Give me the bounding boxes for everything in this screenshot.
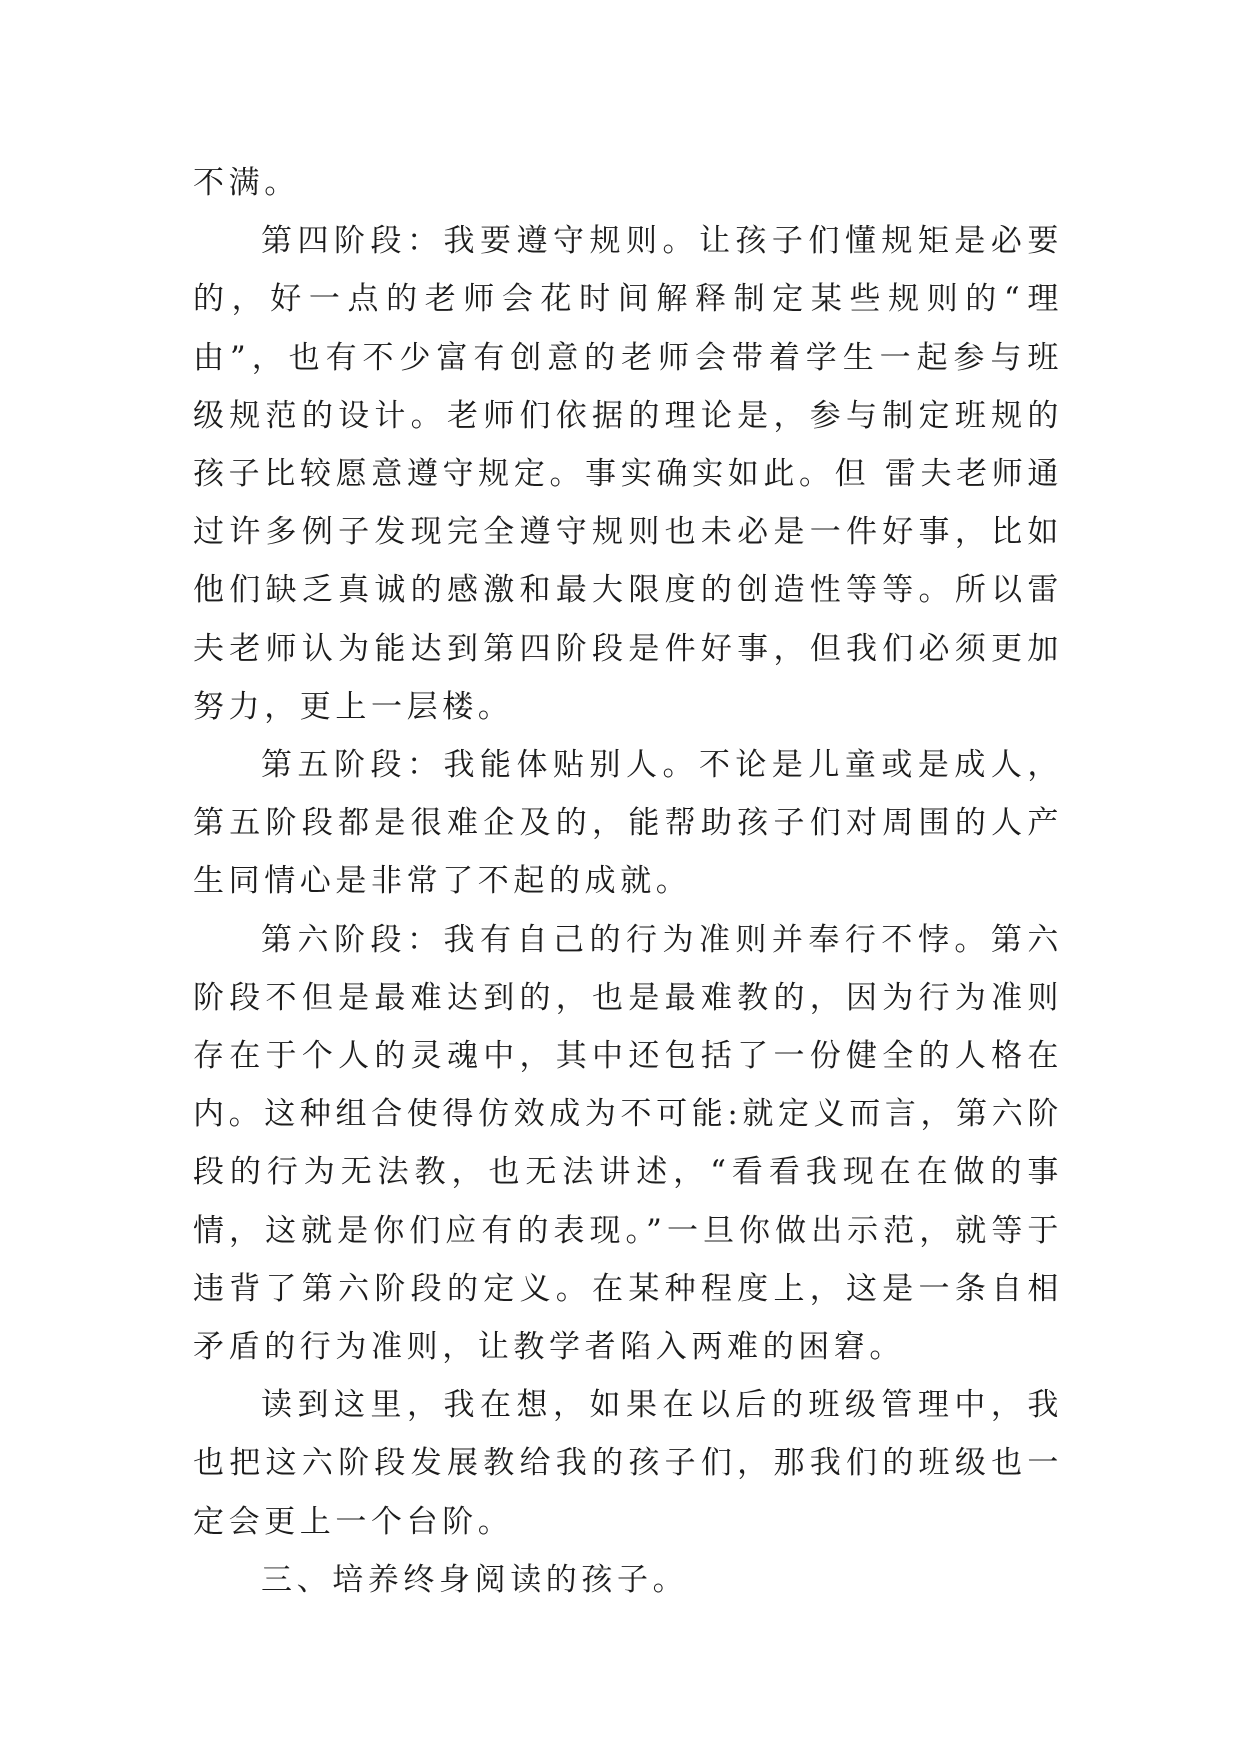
- section-heading: 三、培养终身阅读的孩子。: [261, 1561, 689, 1598]
- paragraph-stage-five: 第五阶段：我能体贴别人。不论是儿童或是成人，第五阶段都是很难企及的，能帮助孩子们对周围的人产生同情心是非常了不起的成就。: [193, 747, 1063, 900]
- paragraph-stage-four: 第四阶段：我要遵守规则。让孩子们懂规矩是必要的，好一点的老师会花时间解释制定某些规则的“理由”，也有不少富有创意的老师会带着学生一起参与班级规范的设计。老师们依据的理论是，参与制定班规的孩子比较愿意遵守规定。事实确实如此。但 雷夫老师通过许多例子发现完全遵守规则也未必是一件好事，比如他们缺乏真诚的感激和最大限度的创造性等等。所以雷夫老师认为能达到第四阶段是件好事，但我们必须更加努力，更上一层楼。: [193, 223, 1063, 725]
- paragraph-stage-six: 第六阶段：我有自己的行为准则并奉行不悖。第六阶段不但是最难达到的，也是最难教的，因为行为准则存在于个人的灵魂中，其中还包括了一份健全的人格在内。这种组合使得仿效成为不可能:就定义而言，第六阶段的行为无法教，也无法讲述，“看看我现在在做的事情，这就是你们应有的表现。”一旦你做出示范，就等于违背了第六阶段的定义。在某种程度上，这是一条自相矛盾的行为准则，让教学者陷入两难的困窘。: [193, 921, 1063, 1366]
- paragraph-continuation: 不满。: [193, 165, 300, 201]
- document-page: [193, 154, 1063, 1609]
- paragraph-reflection: 读到这里，我在想，如果在以后的班级管理中，我也把这六阶段发展教给我的孩子们，那我们的班级也一定会更上一个台阶。: [193, 1387, 1063, 1540]
